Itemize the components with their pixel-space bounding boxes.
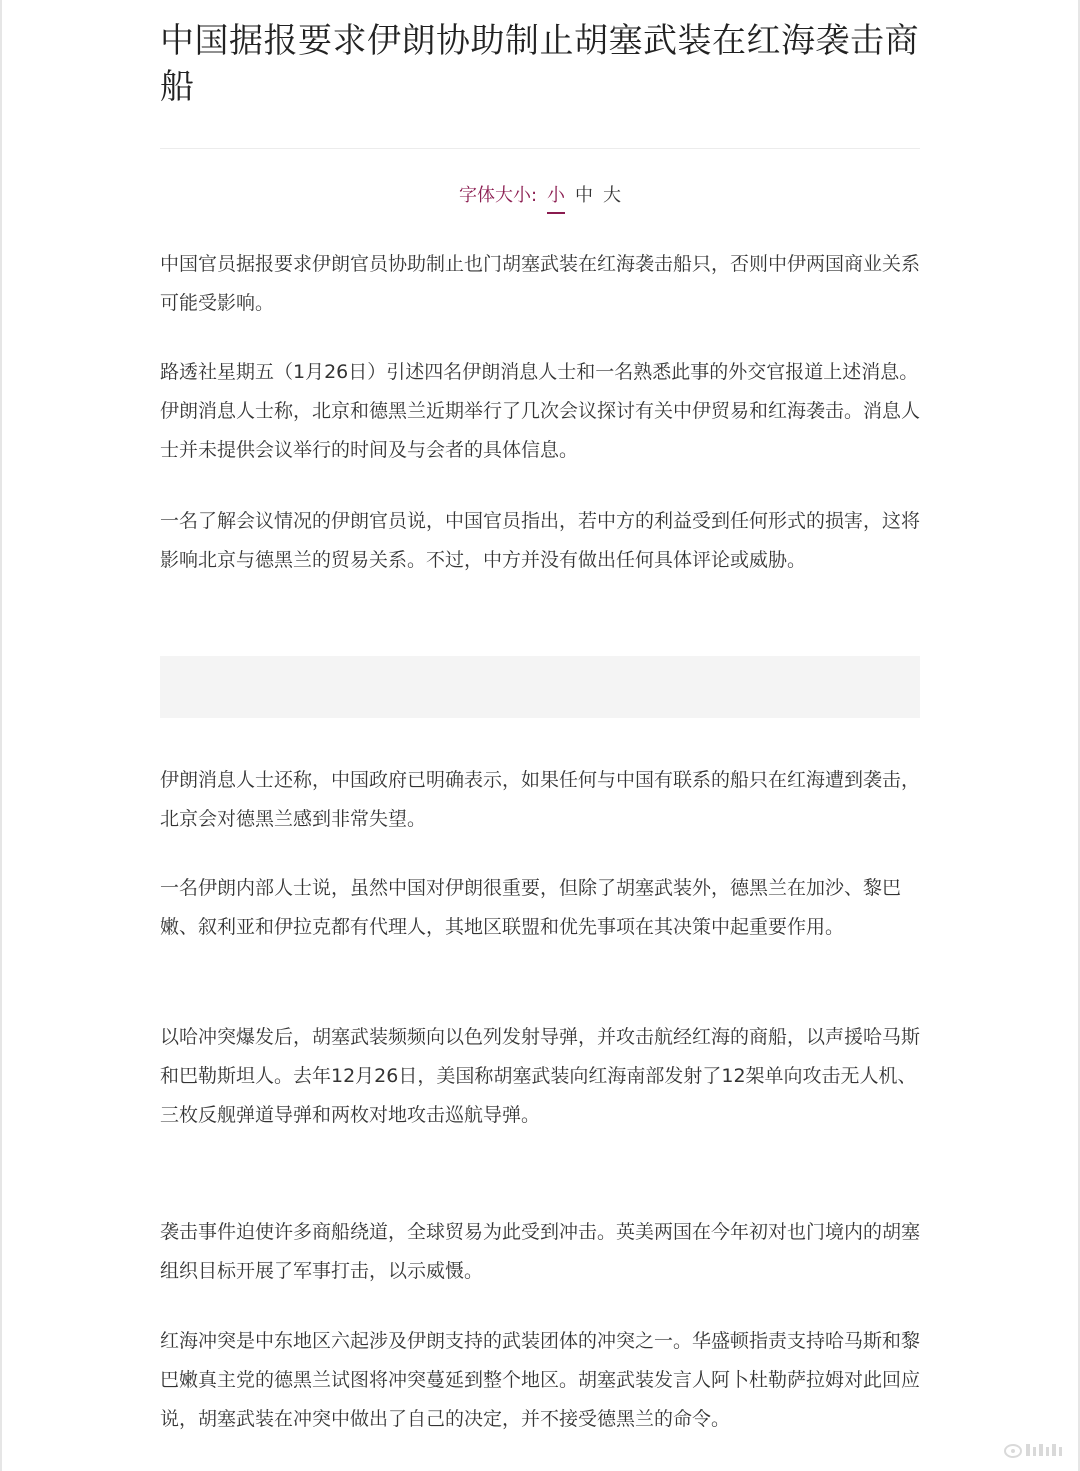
- article-paragraph-2: 路透社星期五（1月26日）引述四名伊朗消息人士和一名熟悉此事的外交官报道上述消息。伊朗消息人士称，北京和德黑兰近期举行了几次会议探讨有关中伊贸易和红海袭击。消息人士并未提供会议举行的时间及与会者的具体信息。: [160, 361, 921, 461]
- article-paragraph-8: 红海冲突是中东地区六起涉及伊朗支持的武装团体的冲突之一。华盛顿指责支持哈马斯和黎巴嫩真主党的德黑兰试图将冲突蔓延到整个地区。胡塞武装发言人阿卜杜勒萨拉姆对此回应说，胡塞武装在冲突中做出了自己的决定，并不接受德黑兰的命令。: [160, 1330, 921, 1430]
- font-size-large-option[interactable]: 大: [603, 185, 622, 206]
- article-paragraph-4: 伊朗消息人士还称，中国政府已明确表示，如果任何与中国有联系的船只在红海遭到袭击，北京会对德黑兰感到非常失望。: [160, 769, 921, 830]
- font-size-small-option[interactable]: 小: [547, 182, 565, 214]
- font-size-selector: [160, 182, 920, 214]
- ad-placeholder: [160, 656, 920, 718]
- weibo-watermark-icon: [1002, 1439, 1066, 1461]
- article-title: 中国据报要求伊朗协助制止胡塞武装在红海袭击商船: [160, 21, 919, 107]
- page-frame-left: [0, 0, 2, 1471]
- article-paragraph-7: 袭击事件迫使许多商船绕道，全球贸易为此受到冲击。英美两国在今年初对也门境内的胡塞组织目标开展了军事打击，以示威慑。: [160, 1221, 921, 1282]
- font-size-label: 字体大小:: [458, 185, 538, 206]
- article-paragraph-5: 一名伊朗内部人士说，虽然中国对伊朗很重要，但除了胡塞武装外，德黑兰在加沙、黎巴嫩、叙利亚和伊拉克都有代理人，其地区联盟和优先事项在其决策中起重要作用。: [160, 877, 902, 938]
- font-size-medium-option[interactable]: 中: [575, 185, 594, 206]
- title-divider: [160, 148, 920, 149]
- article-paragraph-3: 一名了解会议情况的伊朗官员说，中国官员指出，若中方的利益受到任何形式的损害，这将影响北京与德黑兰的贸易关系。不过，中方并没有做出任何具体评论或威胁。: [160, 510, 921, 571]
- article-paragraph-6: 以哈冲突爆发后，胡塞武装频频向以色列发射导弹，并攻击航经红海的商船，以声援哈马斯和巴勒斯坦人。去年12月26日，美国称胡塞武装向红海南部发射了12架单向攻击无人机、三枚反舰弹道导弹和两枚对地攻击巡航导弹。: [160, 1026, 921, 1126]
- article-paragraph-1: 中国官员据报要求伊朗官员协助制止也门胡塞武装在红海袭击船只，否则中伊两国商业关系可能受影响。: [160, 253, 921, 314]
